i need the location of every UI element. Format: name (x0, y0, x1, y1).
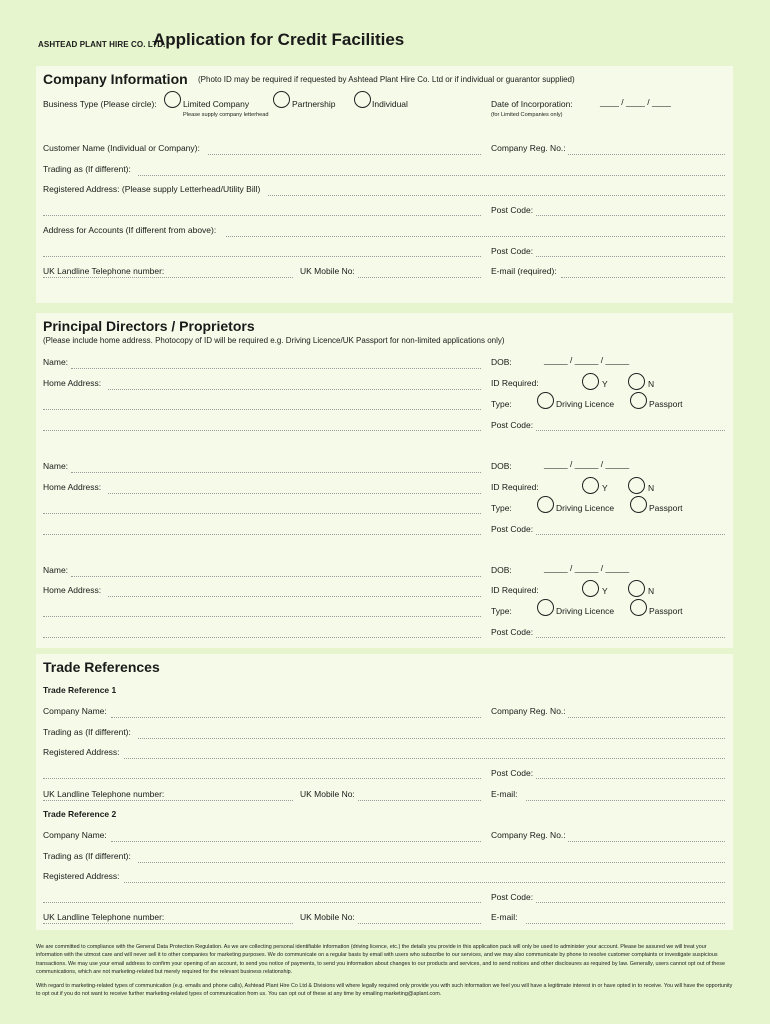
director-2-driving-licence-label: Driving Licence (556, 503, 615, 513)
director-1-home-address-field[interactable] (108, 389, 481, 390)
ref-1-registered-address-line-2[interactable] (43, 778, 481, 779)
director-3-id-yes-circle[interactable] (582, 580, 599, 597)
ref-1-post-code-field[interactable] (536, 778, 725, 779)
director-3-driving-licence-label: Driving Licence (556, 606, 615, 616)
incorporation-date-field[interactable]: ____ / ____ / ____ (600, 97, 671, 107)
ref-1-trading-as-field[interactable] (138, 738, 725, 739)
director-2-dob-label: DOB: (491, 461, 512, 471)
director-2-post-code-label: Post Code: (491, 524, 534, 534)
director-1-name-field[interactable] (71, 368, 481, 369)
director-1-id-required-label: ID Required: (491, 378, 539, 388)
company-reg-field[interactable] (568, 154, 725, 155)
director-3-name-label: Name: (43, 565, 69, 575)
ref-2-trading-as-label: Trading as (If different): (43, 851, 131, 861)
director-2-passport-label: Passport (649, 503, 683, 513)
ref-1-company-reg-label: Company Reg. No.: (491, 706, 566, 716)
director-3-home-address-label: Home Address: (43, 585, 102, 595)
director-3-driving-licence-circle[interactable] (537, 599, 554, 616)
ref-2-email-field[interactable] (526, 923, 725, 924)
director-2-post-code-field[interactable] (536, 534, 725, 535)
gdpr-statement: We are committed to compliance with the General Data Protection Regulation. As we are collecting personal identifiable information (driving licence, etc.) the details you provide in this application pack will only be used to administer your account. Please be assured we will treat your information with the utmost care and will never sell it to other companies for marketing purposes. We do communicate on a regular basis by email with users who subscribe to our services, and we may also communicate by phone to resolve customer complaints or investigate suspicious transactions. We may use your email address to confirm your opening of an account, to send you notice of payments, to send you information about changes to our products and services, and to send notices and other disclosures as required by law. Generally, users cannot opt out of these communications, which are not marketing-related but merely required for the relevant business relationship. (36, 944, 725, 976)
director-1-home-address-line-3[interactable] (43, 430, 481, 431)
director-2-id-no-circle[interactable] (628, 477, 645, 494)
ref-2-registered-address-line-2[interactable] (43, 902, 481, 903)
trading-as-field[interactable] (138, 175, 725, 176)
section-heading: Trade References (43, 659, 160, 675)
director-3-passport-circle[interactable] (630, 599, 647, 616)
accounts-address-field[interactable] (226, 236, 725, 237)
director-2-home-address-line-2[interactable] (43, 513, 481, 514)
ref-1-email-field[interactable] (526, 800, 725, 801)
director-1-dob-label: DOB: (491, 357, 512, 367)
accounts-post-code-field[interactable] (536, 256, 725, 257)
email-label: E-mail (required): (491, 266, 557, 276)
director-1-passport-circle[interactable] (630, 392, 647, 409)
limited-company-circle[interactable] (164, 91, 181, 108)
limited-company-label: Limited Company (183, 99, 250, 109)
director-3-home-address-line-3[interactable] (43, 637, 481, 638)
registered-address-line-2[interactable] (43, 215, 481, 216)
form-title: Application for Credit Facilities (153, 30, 405, 49)
accounts-address-line-2[interactable] (43, 256, 481, 257)
ref-1-company-name-field[interactable] (111, 717, 481, 718)
mobile-label: UK Mobile No: (300, 266, 355, 276)
trade-reference-1-heading: Trade Reference 1 (43, 685, 117, 695)
ref-2-mobile-label: UK Mobile No: (300, 912, 355, 922)
director-1-home-address-label: Home Address: (43, 378, 102, 388)
ref-1-landline-label: UK Landline Telephone number: (43, 789, 165, 799)
director-1-dob-field[interactable]: _____ / _____ / _____ (544, 355, 630, 365)
director-1-home-address-line-2[interactable] (43, 409, 481, 410)
individual-label: Individual (372, 99, 408, 109)
director-1-passport-label: Passport (649, 399, 683, 409)
director-2-home-address-label: Home Address: (43, 482, 102, 492)
limited-company-note: Please supply company letterhead (183, 112, 269, 118)
ref-1-company-name-label: Company Name: (43, 706, 107, 716)
director-3-dob-label: DOB: (491, 565, 512, 575)
director-2-driving-licence-circle[interactable] (537, 496, 554, 513)
ref-2-landline-label: UK Landline Telephone number: (43, 912, 165, 922)
director-3-id-required-label: ID Required: (491, 585, 539, 595)
director-1-driving-licence-circle[interactable] (537, 392, 554, 409)
business-type-label: Business Type (Please circle): (43, 99, 157, 109)
director-1-name-label: Name: (43, 357, 69, 367)
director-2-id-yes-circle[interactable] (582, 477, 599, 494)
director-2-id-no-label: N (648, 483, 655, 493)
director-1-id-no-circle[interactable] (628, 373, 645, 390)
director-1-post-code-label: Post Code: (491, 420, 534, 430)
individual-circle[interactable] (354, 91, 371, 108)
director-3-post-code-label: Post Code: (491, 627, 534, 637)
director-2-home-address-field[interactable] (108, 493, 481, 494)
trade-references-panel (36, 654, 733, 930)
ref-1-company-reg-field[interactable] (568, 717, 725, 718)
section-heading: Principal Directors / Proprietors (43, 318, 255, 334)
director-3-type-label: Type: (491, 606, 512, 616)
ref-1-email-label: E-mail: (491, 789, 518, 799)
company-name: ASHTEAD PLANT HIRE CO. LTD. (38, 40, 166, 49)
ref-1-mobile-label: UK Mobile No: (300, 789, 355, 799)
director-2-name-label: Name: (43, 461, 69, 471)
director-3-post-code-field[interactable] (536, 637, 725, 638)
ref-2-post-code-field[interactable] (536, 902, 725, 903)
incorporation-label: Date of Incorporation: (491, 99, 573, 109)
email-field[interactable] (561, 277, 725, 278)
directors-panel (36, 313, 733, 648)
section-note: (Photo ID may be required if requested by Ashtead Plant Hire Co. Ltd or if individual or guarantor supplied) (198, 75, 575, 84)
director-2-id-yes-label: Y (602, 483, 608, 493)
customer-name-label: Customer Name (Individual or Company): (43, 143, 200, 153)
mobile-field[interactable] (358, 277, 481, 278)
trade-reference-2-heading: Trade Reference 2 (43, 809, 117, 819)
section-note: (Please include home address. Photocopy of ID will be required e.g. Driving Licence/UK Passport for non-limited applications only) (43, 336, 505, 345)
company-reg-label: Company Reg. No.: (491, 143, 566, 153)
accounts-address-label: Address for Accounts (If different from above): (43, 225, 217, 235)
director-1-id-no-label: N (648, 379, 655, 389)
ref-2-post-code-label: Post Code: (491, 892, 534, 902)
director-2-type-label: Type: (491, 503, 512, 513)
director-2-name-field[interactable] (71, 472, 481, 473)
director-2-id-required-label: ID Required: (491, 482, 539, 492)
director-2-home-address-line-3[interactable] (43, 534, 481, 535)
director-2-dob-field[interactable]: _____ / _____ / _____ (544, 459, 630, 469)
director-3-passport-label: Passport (649, 606, 683, 616)
marketing-statement: With regard to marketing-related types of communication (e.g. emails and phone calls), Ashtead Plant Hire Co Ltd & Divisions will where legally required only provide you with such information we feel you will have a legitimate interest in or have opted in to receive. You will have the opportunity to opt out if you do not want to receive further marketing-related types of communication from us. You can opt out of these at any time by emailing marketing@aplant.com. (36, 983, 733, 998)
ref-2-registered-address-label: Registered Address: (43, 871, 120, 881)
director-3-dob-field[interactable]: _____ / _____ / _____ (544, 563, 630, 573)
ref-1-mobile-field[interactable] (358, 800, 481, 801)
director-3-home-address-line-2[interactable] (43, 616, 481, 617)
registered-address-field[interactable] (268, 195, 725, 196)
director-3-id-no-label: N (648, 586, 655, 596)
ref-1-registered-address-label: Registered Address: (43, 747, 120, 757)
director-3-id-no-circle[interactable] (628, 580, 645, 597)
ref-1-landline-field[interactable] (43, 800, 293, 801)
director-1-type-label: Type: (491, 399, 512, 409)
company-information-panel (36, 66, 733, 303)
director-3-name-field[interactable] (71, 576, 481, 577)
ref-1-registered-address-field[interactable] (124, 758, 725, 759)
ref-2-mobile-field[interactable] (358, 923, 481, 924)
incorporation-note: (for Limited Companies only) (491, 112, 563, 118)
ref-2-company-name-field[interactable] (111, 841, 481, 842)
trading-as-label: Trading as (If different): (43, 164, 131, 174)
partnership-label: Partnership (292, 99, 336, 109)
customer-name-field[interactable] (208, 154, 481, 155)
director-2-passport-circle[interactable] (630, 496, 647, 513)
registered-address-label: Registered Address: (Please supply Letterhead/Utility Bill) (43, 184, 261, 194)
director-3-home-address-field[interactable] (108, 596, 481, 597)
ref-2-company-reg-label: Company Reg. No.: (491, 830, 566, 840)
accounts-post-code-label: Post Code: (491, 246, 534, 256)
ref-2-email-label: E-mail: (491, 912, 518, 922)
section-heading: Company Information (43, 71, 188, 87)
ref-2-registered-address-field[interactable] (124, 882, 725, 883)
landline-field[interactable] (43, 277, 293, 278)
director-1-id-yes-circle[interactable] (582, 373, 599, 390)
director-3-id-yes-label: Y (602, 586, 608, 596)
landline-label: UK Landline Telephone number: (43, 266, 165, 276)
post-code-label: Post Code: (491, 205, 534, 215)
ref-2-trading-as-field[interactable] (138, 862, 725, 863)
director-1-post-code-field[interactable] (536, 430, 725, 431)
ref-1-trading-as-label: Trading as (If different): (43, 727, 131, 737)
director-1-driving-licence-label: Driving Licence (556, 399, 615, 409)
ref-2-landline-field[interactable] (43, 923, 293, 924)
post-code-field[interactable] (536, 215, 725, 216)
ref-1-post-code-label: Post Code: (491, 768, 534, 778)
ref-2-company-name-label: Company Name: (43, 830, 107, 840)
partnership-circle[interactable] (273, 91, 290, 108)
director-1-id-yes-label: Y (602, 379, 608, 389)
ref-2-company-reg-field[interactable] (568, 841, 725, 842)
